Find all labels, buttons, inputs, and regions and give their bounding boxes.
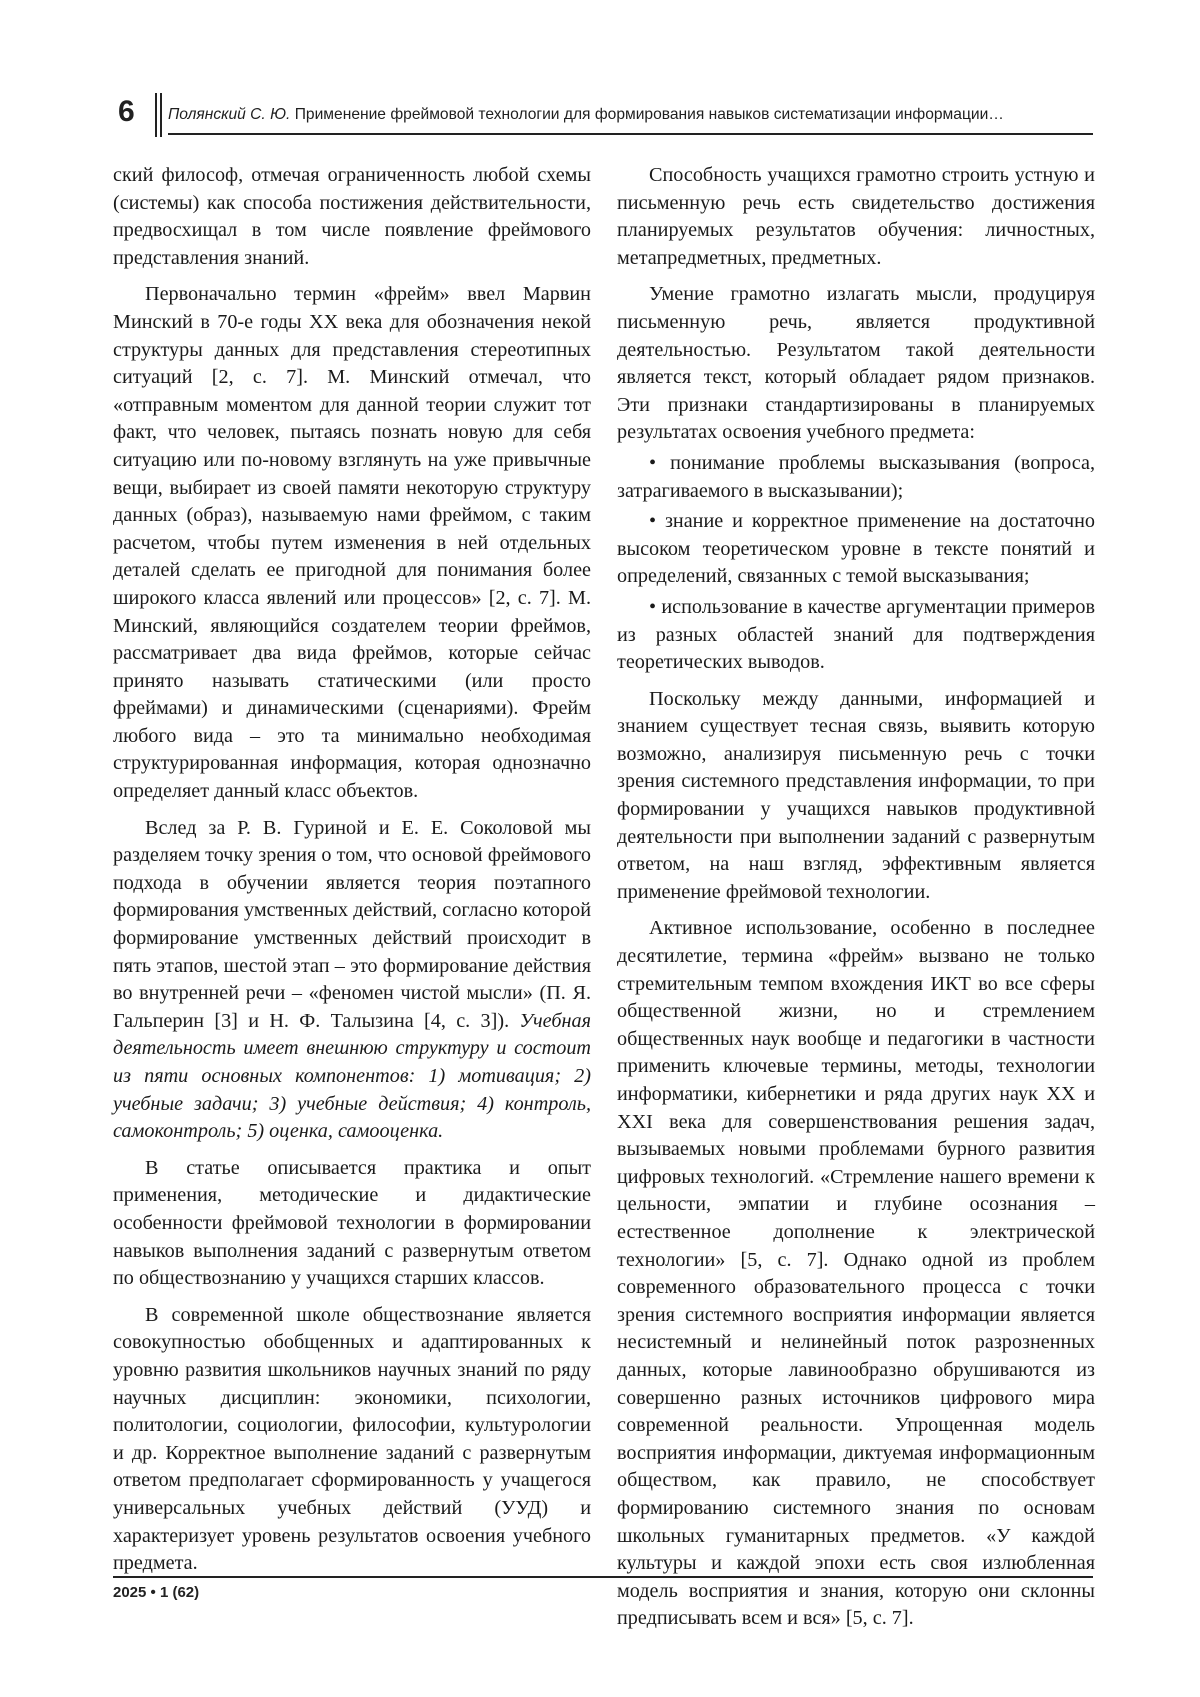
paragraph-italic-text: Учебная деятельность имеет внешнюю структуру и состоит из пяти основных компонентов: 1) мотивация; 2) учебные задачи; 3) учебные действия; 4) контроль, самоконтроль; 5) оценка, самооценка. bbox=[113, 1009, 591, 1143]
divider-bar bbox=[160, 93, 162, 137]
right-column bbox=[617, 162, 1095, 1633]
running-article-title: Применение фреймовой технологии для формирования навыков систематизации информации… bbox=[294, 106, 1004, 123]
running-author: Полянский С. Ю. bbox=[168, 106, 291, 123]
paragraph: Активное использование, особенно в последнее десятилетие, термина «фрейм» вызвано не только стремительным темпом вхождения ИКТ во все сферы общественной жизни, но и стремлением общественных наук вообще и педагогики в частности применить ключевые термины, методы, технологии информатики, кибернетики и ряда других наук XX и XXI века для совершенствования решения задач, вызываемых новыми проблемами бурного развития цифровых технологий. «Стремление нашего времени к цельности, эмпатии и глубине осознания – естественное дополнение к электрической технологии» [5, с. 7]. Однако одной из проблем современного образовательного процесса с точки зрения системного восприятия информации является несистемный и нелинейный поток разрозненных данных, которые лавинообразно обрушиваются из совершенно разных источников цифрового мира современной реальности. Упрощенная модель восприятия информации, диктуемая информационным обществом, как правило, не способствует формированию системного знания по основам школьных гуманитарных предметов. «У каждой культуры и каждой эпохи есть своя излюбленная модель восприятия и знания, которую они склонны предписывать всем и вся» [5, с. 7]. bbox=[617, 917, 1095, 1630]
bullet-item: • понимание проблемы высказывания (вопроса, затрагиваемого в высказывании); bbox=[617, 451, 1095, 502]
running-title bbox=[168, 105, 1093, 125]
paragraph: ский философ, отмечая ограниченность любой схемы (системы) как способа постижения действительности, предвосхищал в том числе появление фреймового представления знаний. bbox=[113, 164, 591, 269]
page-number: 6 bbox=[118, 95, 135, 128]
paragraph-text: Вслед за Р. В. Гуриной и Е. Е. Соколовой мы разделяем точку зрения о том, что основой фреймового подхода в обучении является теория поэтапного формирования умственных действий, согласно которой формирование умственных действий происходит в пять этапов, шестой этап – это формирование действия во внутренней речи – «феномен чистой мысли» (П. Я. Гальперин [3] и Н. Ф. Талызина [4, с. 3]). bbox=[113, 816, 591, 1032]
paragraph: В статье описывается практика и опыт применения, методические и дидактические особенности фреймовой технологии в формировании навыков выполнения заданий с развернутым ответом по обществознанию у учащихся старших классов. bbox=[113, 1156, 591, 1290]
paragraph: Поскольку между данными, информацией и знанием существует тесная связь, выявить которую возможно, анализируя письменную речь с точки зрения системного представления информации, то при формировании у учащихся навыков продуктивной деятельности при выполнении заданий с развернутым ответом, на наш взгляд, эффективным является применение фреймовой технологии. bbox=[617, 687, 1095, 903]
issue-label: 2025 • 1 (62) bbox=[113, 1584, 200, 1601]
running-header bbox=[118, 93, 1093, 137]
bullet-item: • использование в качестве аргументации примеров из разных областей знаний для подтверждения теоретических выводов. bbox=[617, 595, 1095, 674]
paragraph: Первоначально термин «фрейм» ввел Марвин Минский в 70-е годы XX века для обозначения некой структуры данных для представления стереотипных ситуаций [2, с. 7]. М. Минский отмечал, что «отправным моментом для данной теории служит тот факт, что человек, пытаясь познать новую для себя ситуацию или по-новому взглянуть на уже привычные вещи, выбирает из своей памяти некоторую структуру данных (образ), называемую нами фреймом, с таким расчетом, чтобы путем изменения в ней отдельных деталей сделать ее пригодной для понимания более широкого класса явлений или процессов» [2, с. 7]. М. Минский, являющийся создателем теории фреймов, рассматривает два вида фреймов, которые сейчас принято называть статическими (или просто фреймами) и динамическими (сценариями). Фрейм любого вида – это та минимально необходимая структурированная информация, которая однозначно определяет данный класс объектов. bbox=[113, 283, 591, 803]
footer-rule bbox=[113, 1576, 1093, 1578]
paragraph bbox=[113, 815, 591, 1146]
header-divider bbox=[155, 93, 163, 137]
divider-bar bbox=[155, 93, 157, 137]
left-column bbox=[113, 162, 591, 1578]
header-rule bbox=[168, 133, 1093, 135]
paragraph: Способность учащихся грамотно строить устную и письменную речь есть свидетельство достижения планируемых результатов обучения: личностных, метапредметных, предметных. bbox=[617, 164, 1095, 269]
paragraph: В современной школе обществознание является совокупностью обобщенных и адаптированных к уровню развития школьников научных знаний по ряду научных дисциплин: экономики, психологии, политологии, социологии, философии, культурологии и др. Корректное выполнение заданий с развернутым ответом предполагает сформированность у учащегося универсальных учебных действий (УУД) и характеризует уровень результатов освоения учебного предмета. bbox=[113, 1303, 591, 1575]
bullet-item: • знание и корректное применение на достаточно высоком теоретическом уровне в тексте понятий и определений, связанных с темой высказывания; bbox=[617, 510, 1095, 588]
paragraph: Умение грамотно излагать мысли, продуцируя письменную речь, является продуктивной деятельностью. Результатом такой деятельности является текст, который обладает рядом признаков. Эти признаки стандартизированы в планируемых результатах освоения учебного предмета: bbox=[617, 283, 1095, 444]
